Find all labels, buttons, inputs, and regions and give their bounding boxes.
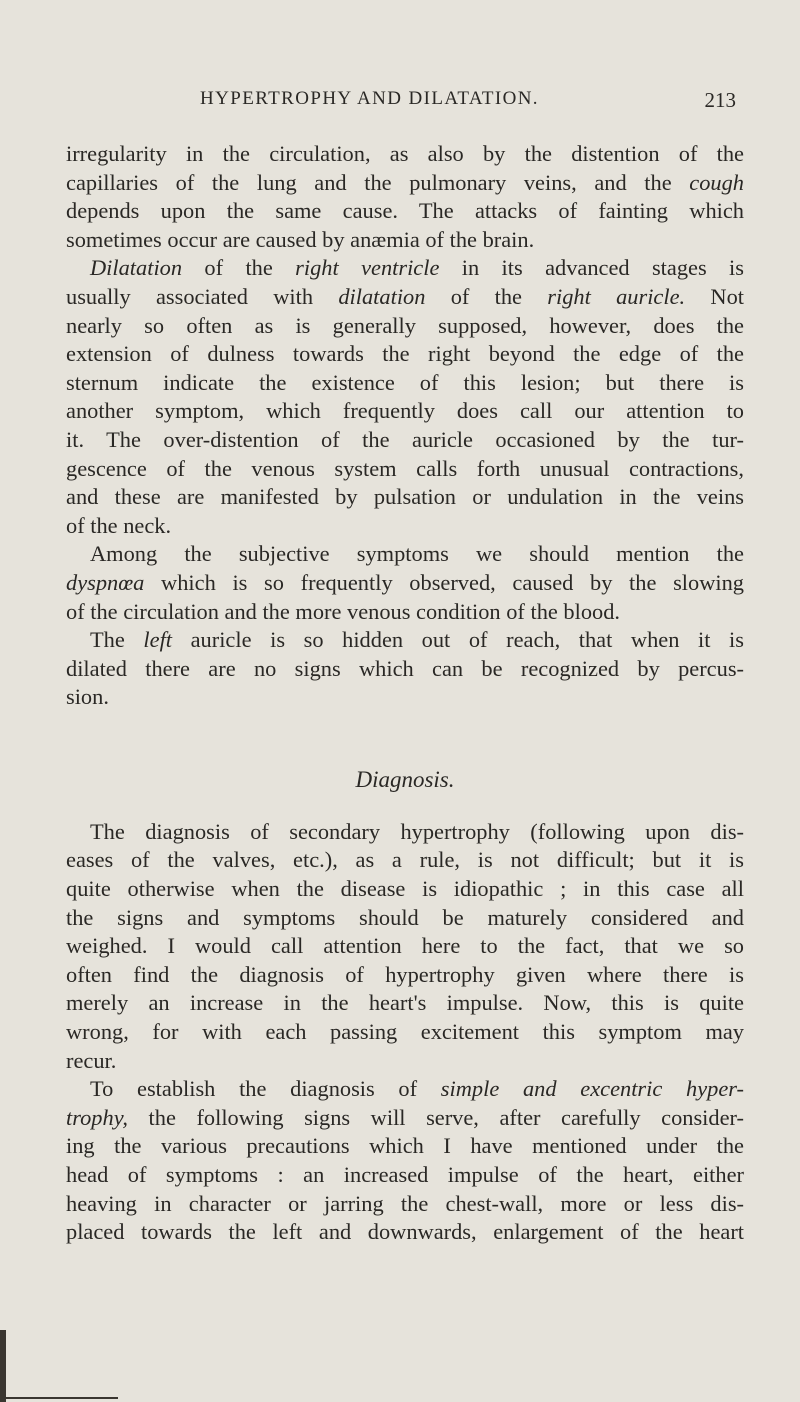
emphasis: dilatation: [338, 283, 426, 309]
emphasis: cough: [689, 169, 744, 195]
text-line: depends upon the same cause. The attacks of fainting which: [66, 198, 744, 224]
emphasis: right ventricle: [295, 255, 440, 281]
text-line: of the circulation and the more venous condition of the blood.: [66, 598, 621, 624]
page-header: [0, 88, 800, 118]
text-line: ing the various precautions which I have mentioned under the: [66, 1133, 744, 1159]
page-number: 213: [704, 88, 736, 112]
text-line: the signs and symptoms should be maturely considered and: [66, 904, 744, 930]
running-head: HYPERTROPHY AND DILATATION.: [200, 88, 539, 109]
page-edge-mark: [0, 1330, 6, 1402]
text-line: irregularity in the circulation, as also by the distention of the: [66, 141, 744, 166]
text-line: Among the subjective symptoms we should mention the: [90, 541, 744, 567]
text-line: and these are manifested by pulsation or undulation in the veins: [66, 484, 744, 510]
text-line: merely an increase in the heart's impulse. Now, this is quite: [66, 990, 744, 1016]
text-line: placed towards the left and downwards, enlargement of the heart: [66, 1219, 744, 1245]
text-line: wrong, for with each passing excitement this symptom may: [66, 1019, 744, 1045]
text-line: quite otherwise when the disease is idiopathic ; in this case all: [66, 876, 744, 902]
emphasis: left: [143, 627, 173, 653]
text-line: sometimes occur are caused by anæmia of the brain.: [66, 226, 535, 252]
text-line: sternum indicate the existence of this lesion; but there is: [66, 369, 744, 395]
text-line: gescence of the venous system calls forth unusual contractions,: [66, 455, 744, 481]
text-line: it. The over-distention of the auricle occasioned by the tur-: [66, 426, 744, 452]
text-line: The left auricle is so hidden out of reach, that when it is: [90, 627, 744, 653]
section-spacer: [66, 712, 744, 752]
page-edge-rule: [0, 1397, 118, 1399]
text-line: sion.: [66, 684, 109, 710]
section-heading: Diagnosis.: [355, 766, 455, 792]
section-spacer: [66, 808, 744, 818]
text-line: recur.: [66, 1047, 117, 1073]
emphasis: trophy,: [66, 1104, 128, 1130]
text-line: of the neck.: [66, 512, 172, 538]
text-line: The diagnosis of secondary hypertrophy (following upon dis-: [90, 818, 744, 844]
text-line: capillaries of the lung and the pulmonary veins, and the cough: [66, 169, 744, 195]
text-line: usually associated with dilatation of the right auricle. Not: [66, 283, 744, 309]
text-line: trophy, the following signs will serve, after carefully consider-: [66, 1104, 744, 1130]
body-text: [66, 140, 744, 1247]
text-line: extension of dulness towards the right beyond the edge of the: [66, 341, 744, 367]
text-line: To establish the diagnosis of simple and excentric hyper-: [90, 1076, 744, 1102]
text-line: another symptom, which frequently does call our attention to: [66, 398, 744, 424]
text-line: nearly so often as is generally supposed, however, does the: [66, 312, 744, 338]
text-line: dilated there are no signs which can be recognized by percus-: [66, 655, 744, 681]
text-line: often find the diagnosis of hypertrophy given where there is: [66, 961, 744, 987]
text-line: weighed. I would call attention here to the fact, that we so: [66, 933, 744, 959]
emphasis: right auricle.: [547, 283, 686, 309]
emphasis: Dilatation: [90, 255, 183, 281]
emphasis: dyspnœa: [66, 569, 145, 595]
emphasis: simple and excentric hyper-: [440, 1076, 744, 1102]
text-line: head of symptoms : an increased impulse of the heart, either: [66, 1162, 744, 1187]
text-line: heaving in character or jarring the chest-wall, more or less dis-: [66, 1190, 744, 1216]
text-line: Dilatation of the right ventricle in its advanced stages is: [90, 255, 744, 281]
text-line: dyspnœa which is so frequently observed, caused by the slowing: [66, 569, 744, 595]
text-line: eases of the valves, etc.), as a rule, is not difficult; but it is: [66, 847, 744, 873]
